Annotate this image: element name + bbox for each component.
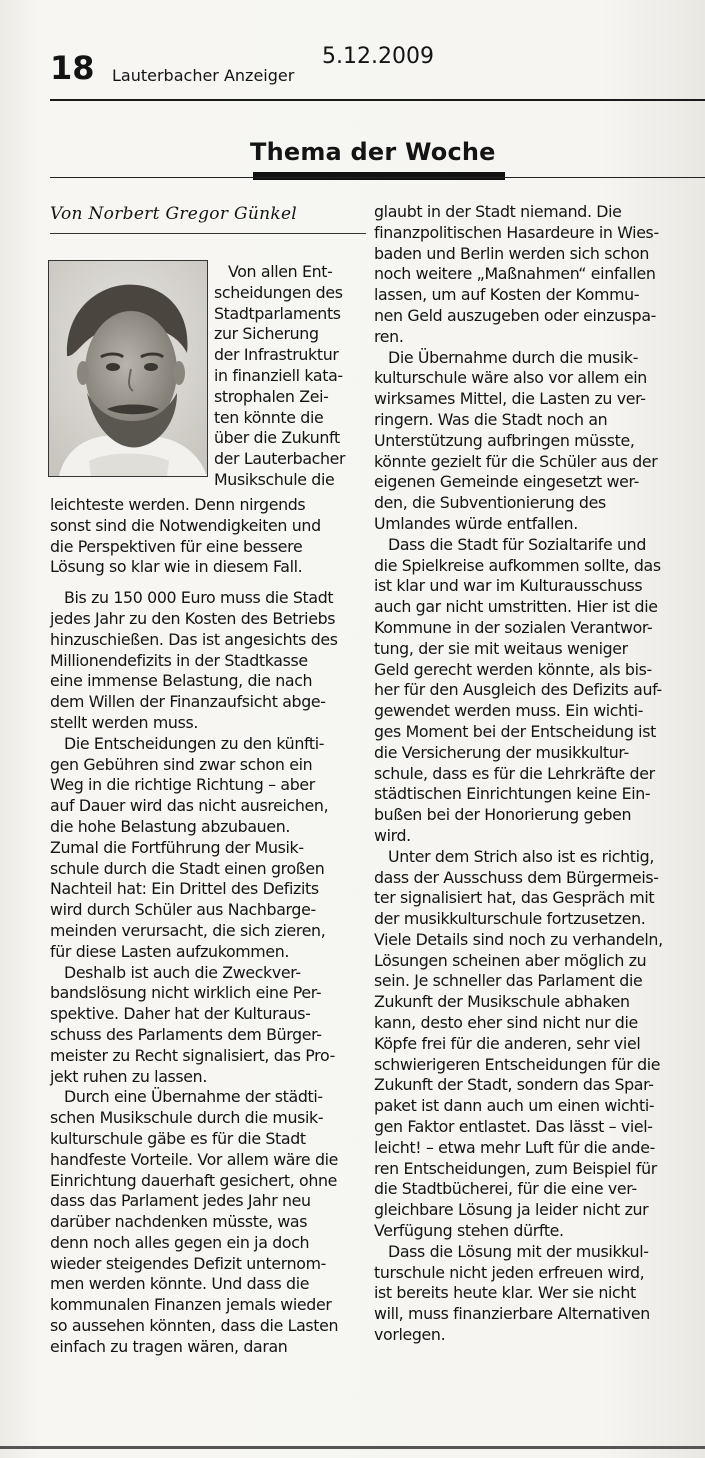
text-line: sonst sind die Notwendigkeiten und — [50, 515, 321, 535]
text-line: städtischen Einrichtungen keine Ein- — [374, 784, 651, 804]
text-line: kommunalen Finanzen jemals wieder — [50, 1295, 332, 1315]
section-rule — [50, 177, 705, 178]
text-line: bußen bei der Honorierung geben — [374, 805, 632, 825]
header-rule — [50, 99, 705, 101]
text-line: glaubt in der Stadt niemand. Die — [374, 202, 622, 221]
title-underline-bar — [253, 172, 505, 180]
text-line: denn noch alles gegen ein ja doch — [50, 1232, 310, 1252]
text-line: Dass die Lösung mit der musikkul- — [388, 1241, 649, 1261]
text-line: Lösung so klar wie in diesem Fall. — [50, 557, 303, 577]
text-line: schule, dass es für die Lehrkräfte der — [374, 763, 655, 783]
text-line: vorlegen. — [374, 1325, 446, 1345]
text-line: Geld gerecht werden könnte, als bis- — [374, 659, 652, 679]
paragraph-gap — [50, 578, 338, 588]
text-line: der musikkulturschule fortzusetzen. — [374, 909, 646, 929]
portrait-image — [49, 261, 207, 476]
text-line: zur Sicherung — [214, 324, 319, 344]
footer-rule — [0, 1446, 705, 1449]
text-line: Bis zu 150 000 Euro muss die Stadt — [64, 588, 334, 608]
text-line: ren Entscheidungen, zum Beispiel für — [374, 1158, 657, 1178]
text-line: finanzpolitischen Hasardeure in Wies- — [374, 222, 659, 242]
text-line: men werden könnte. Und dass die — [50, 1274, 310, 1294]
text-line: her für den Ausgleich des Defizits auf- — [374, 680, 662, 700]
text-line: schen Musikschule durch die musik- — [50, 1108, 324, 1128]
text-line: bandslösung nicht wirklich eine Per- — [50, 983, 322, 1003]
text-line: Umlandes würde entfallen. — [374, 513, 578, 533]
text-line: darüber nachdenken müsste, was — [50, 1212, 308, 1232]
text-line: gewendet werden muss. Ein wichti- — [374, 701, 644, 721]
text-line: dem Willen der Finanzaufsicht abge- — [50, 692, 326, 712]
column-right-text — [374, 202, 663, 1346]
text-line: eine immense Belastung, die nach — [50, 671, 313, 691]
text-line: meinden verursacht, die sich zieren, — [50, 920, 326, 940]
text-line: gen Gebühren sind zwar schon ein — [50, 754, 313, 774]
text-line: Von allen Ent- — [228, 262, 333, 281]
text-line: kulturschule gäbe es für die Stadt — [50, 1128, 306, 1148]
text-line: Die Übernahme durch die musik- — [388, 347, 639, 367]
text-line: stellt werden muss. — [50, 712, 199, 732]
text-line: Musikschule die — [214, 469, 335, 489]
issue-date: 5.12.2009 — [322, 44, 434, 69]
author-byline: Von Norbert Gregor Günkel — [50, 204, 298, 224]
text-line: handfeste Vorteile. Vor allem wäre die — [50, 1149, 339, 1169]
text-line: schwierigeren Entscheidungen für die — [374, 1054, 661, 1074]
column-wrap-text — [214, 262, 345, 491]
text-line: hinzuschießen. Das ist angesichts des — [50, 629, 338, 649]
text-line: in finanziell kata- — [214, 365, 343, 385]
text-line: Lösungen scheinen aber möglich zu — [374, 950, 647, 970]
text-line: turschule nicht jeden erfreuen wird, — [374, 1262, 645, 1282]
column-left-text — [50, 495, 338, 1358]
author-photo — [48, 260, 208, 477]
text-line: für diese Lasten aufzukommen. — [50, 941, 290, 961]
text-line: ten könnte die — [214, 407, 324, 427]
text-line: könnte gezielt für die Schüler aus der — [374, 451, 658, 471]
text-line: scheidungen des — [214, 282, 343, 302]
text-line: Deshalb ist auch die Zweckver- — [64, 962, 301, 982]
newspaper-name: Lauterbacher Anzeiger — [112, 66, 295, 85]
text-line: der Infrastruktur — [214, 345, 339, 365]
text-line: will, muss finanzierbare Alternativen — [374, 1304, 650, 1324]
text-line: Durch eine Übernahme der städti- — [64, 1087, 323, 1107]
text-line: Dass die Stadt für Sozialtarife und — [388, 534, 647, 554]
text-line: Köpfe frei für die anderen, sehr viel — [374, 1033, 641, 1053]
text-line: ter signalisiert hat, das Gespräch mit — [374, 888, 655, 908]
text-line: spektive. Daher hat der Kulturaus- — [50, 1004, 311, 1024]
text-line: Einrichtung dauerhaft gesichert, ohne — [50, 1170, 338, 1190]
text-line: so aussehen könnten, dass die Lasten — [50, 1316, 339, 1336]
text-line: lassen, um auf Kosten der Kommu- — [374, 285, 640, 305]
text-line: Millionendefizits in der Stadtkasse — [50, 650, 308, 670]
text-line: sein. Je schneller das Parlament die — [374, 971, 643, 991]
text-line: leichteste werden. Denn nirgends — [50, 495, 306, 514]
text-line: Zukunft der Musikschule abhaken — [374, 992, 630, 1012]
text-line: nen Geld auszugeben oder einzuspa- — [374, 305, 657, 325]
text-line: wird durch Schüler aus Nachbarge- — [50, 900, 316, 920]
text-line: schuss des Parlaments dem Bürger- — [50, 1024, 322, 1044]
text-line: wird. — [374, 825, 411, 845]
text-line: jedes Jahr zu den Kosten des Betriebs — [50, 608, 336, 628]
text-line: Unterstützung aufbringen müsste, — [374, 430, 635, 450]
text-line: Zumal die Fortführung der Musik- — [50, 837, 304, 857]
text-line: ist bereits heute klar. Wer sie nicht — [374, 1283, 636, 1303]
text-line: eigenen Gemeinde eingesetzt wer- — [374, 472, 639, 492]
text-line: Viele Details sind noch zu verhandeln, — [374, 929, 663, 949]
text-line: Die Entscheidungen zu den künfti- — [64, 733, 325, 753]
text-line: auch gar nicht umstritten. Hier ist die — [374, 597, 658, 617]
text-line: tung, der sie mit weitaus weniger — [374, 638, 628, 658]
text-line: schule durch die Stadt einen großen — [50, 858, 325, 878]
text-line: gleichbare Lösung ja leider nicht zur — [374, 1200, 649, 1220]
page-number: 18 — [50, 49, 95, 87]
text-line: die hohe Belastung abzubauen. — [50, 816, 291, 836]
text-line: die Spielkreise aufkommen sollte, das — [374, 555, 661, 575]
text-line: ren. — [374, 326, 404, 346]
text-line: Nachteil hat: Ein Drittel des Defizits — [50, 879, 319, 899]
byline-rule — [50, 233, 366, 234]
text-line: wieder steigendes Defizit unternom- — [50, 1253, 326, 1273]
text-line: Zukunft der Stadt, sondern das Spar- — [374, 1075, 654, 1095]
text-line: die Stadtbücherei, für die eine ver- — [374, 1179, 637, 1199]
text-line: die Perspektiven für eine bessere — [50, 536, 303, 556]
text-line: noch weitere „Maßnahmen“ einfallen — [374, 264, 656, 284]
text-line: kulturschule wäre also vor allem ein — [374, 368, 647, 388]
text-line: über die Zukunft — [214, 428, 340, 448]
text-line: den, die Subventionierung des — [374, 493, 606, 513]
text-line: auf Dauer wird das nicht ausreichen, — [50, 796, 329, 816]
text-line: dass das Parlament jedes Jahr neu — [50, 1191, 311, 1211]
text-line: einfach zu tragen wären, daran — [50, 1336, 288, 1356]
section-title: Thema der Woche — [250, 138, 496, 166]
text-line: Verfügung stehen dürfte. — [374, 1221, 564, 1241]
text-line: baden und Berlin werden sich schon — [374, 243, 650, 263]
text-line: die Versicherung der musikkultur- — [374, 742, 629, 762]
text-line: strophalen Zei- — [214, 386, 329, 406]
text-line: Kommune in der sozialen Verantwor- — [374, 617, 653, 637]
text-line: wirksames Mittel, die Lasten zu ver- — [374, 389, 646, 409]
text-line: der Lauterbacher — [214, 449, 346, 469]
text-line: meister zu Recht signalisiert, das Pro- — [50, 1045, 335, 1065]
text-line: kann, desto eher sind nicht nur die — [374, 1013, 638, 1033]
text-line: ges Moment bei der Entscheidung ist — [374, 721, 656, 741]
text-line: Unter dem Strich also ist es richtig, — [388, 846, 655, 866]
text-line: gen Faktor entlastet. Das lässt – viel- — [374, 1117, 653, 1137]
text-line: dass der Ausschuss dem Bürgermeis- — [374, 867, 659, 887]
text-line: ist klar und war im Kulturausschuss — [374, 576, 643, 596]
text-line: leicht! – etwa mehr Luft für die ande- — [374, 1137, 655, 1157]
text-line: Weg in die richtige Richtung – aber — [50, 775, 315, 795]
text-line: ringern. Was die Stadt noch an — [374, 409, 608, 429]
text-line: Stadtparlaments — [214, 303, 341, 323]
text-line: jekt ruhen zu lassen. — [50, 1066, 207, 1086]
text-line: paket ist dann auch um einen wichti- — [374, 1096, 655, 1116]
